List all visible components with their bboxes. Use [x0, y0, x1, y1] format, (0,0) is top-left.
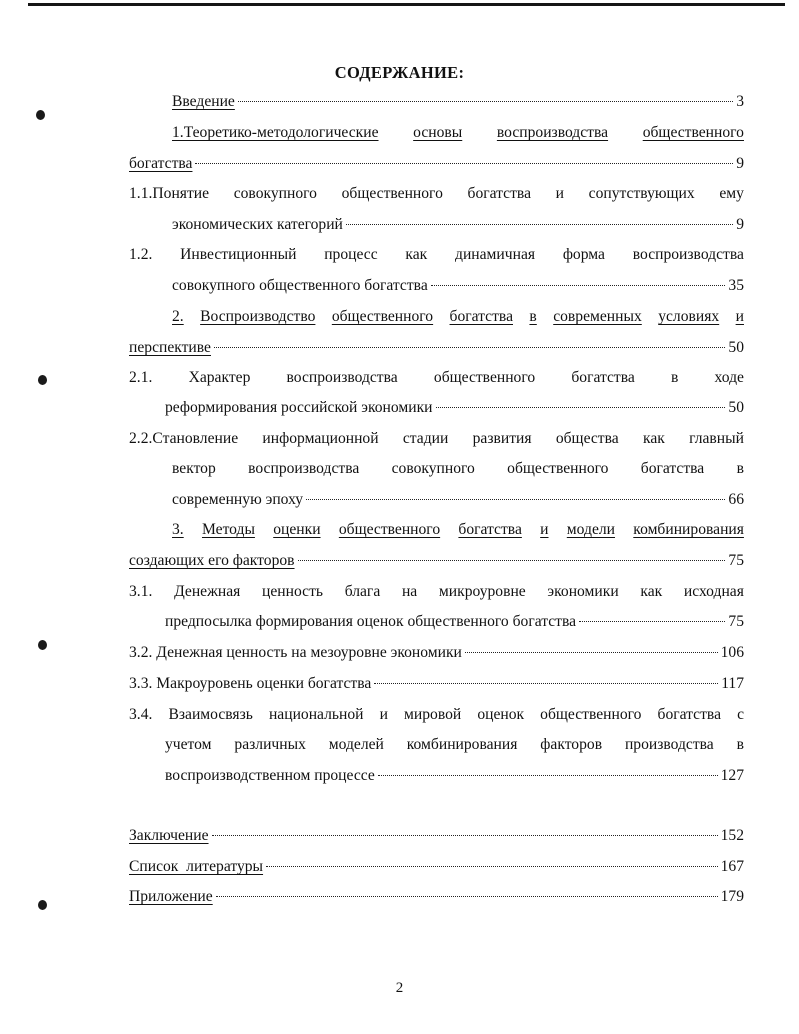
toc-word: 1.Теоретико-методологические: [172, 124, 379, 141]
toc-word: основы: [413, 124, 463, 141]
toc-word: воспроизводства: [496, 124, 609, 141]
toc-page-number: 50: [728, 339, 744, 356]
toc-word: 3.: [172, 521, 184, 538]
toc-word: воспроизводства: [286, 369, 398, 386]
dot-leader: [579, 621, 725, 622]
toc-word: ему: [719, 185, 744, 202]
toc-word: 2.: [172, 308, 184, 325]
dot-leader: [436, 407, 726, 408]
toc-entry-literature[interactable]: [129, 857, 744, 877]
toc-entry-section-3-4-cont[interactable]: [165, 766, 744, 786]
toc-page-number: 106: [720, 644, 744, 661]
toc-word: 1.1.Понятие: [129, 185, 210, 202]
toc-word: форма: [562, 246, 605, 263]
dot-leader: [374, 683, 718, 684]
toc-word: блага: [344, 583, 381, 600]
dot-leader: [298, 560, 726, 561]
toc-entry-section-3-1-cont[interactable]: [165, 612, 744, 632]
toc-word: современных: [553, 308, 642, 325]
toc-word: процесс: [324, 246, 378, 263]
toc-word: сопутствующих: [588, 185, 695, 202]
toc-entry-label: воспроизводственном процессе: [165, 767, 375, 784]
toc-page-number: 117: [721, 675, 744, 692]
toc-word: динамичная: [455, 246, 536, 263]
toc-entry-chapter-3-cont[interactable]: [129, 551, 744, 571]
toc-entry-label: Приложение: [129, 888, 213, 905]
punch-hole-mark: [38, 640, 47, 650]
toc-word: производства: [624, 736, 714, 753]
toc-word: мировой: [404, 706, 462, 723]
toc-word: информационной: [262, 430, 379, 447]
toc-page-number: 75: [728, 613, 744, 630]
toc-word: оценок: [477, 706, 525, 723]
toc-word: стадии: [402, 430, 449, 447]
toc-word: учетом: [165, 736, 212, 753]
toc-word: на: [401, 583, 418, 600]
toc-word: и: [555, 185, 565, 202]
toc-word: воспроизводства: [248, 460, 360, 477]
toc-entry-section-2-2[interactable]: [129, 429, 744, 449]
toc-entry-chapter-2[interactable]: [172, 307, 744, 327]
toc-word: воспроизводства: [632, 246, 744, 263]
toc-word: общественного: [507, 460, 609, 477]
dot-leader: [306, 499, 725, 500]
toc-entry-label: современную эпоху: [172, 491, 304, 508]
toc-entry-label: Список литературы: [129, 858, 264, 875]
toc-word: и: [735, 308, 744, 325]
toc-page-number: 75: [728, 552, 744, 569]
toc-word: общественного: [540, 706, 642, 723]
toc-word: богатства: [657, 706, 721, 723]
toc-entry-section-3-1[interactable]: [129, 582, 744, 602]
toc-word: Инвестиционный: [180, 246, 297, 263]
toc-word: национальной: [268, 706, 364, 723]
toc-word: общественного: [642, 124, 744, 141]
toc-entry-chapter-1-cont[interactable]: [129, 154, 744, 174]
toc-word: в: [736, 736, 744, 753]
dot-leader: [465, 652, 718, 653]
dot-leader: [214, 347, 725, 348]
toc-word: ходе: [714, 369, 744, 386]
toc-word: экономики: [547, 583, 619, 600]
toc-entry-label: Заключение: [129, 827, 209, 844]
toc-word: как: [640, 583, 663, 600]
toc-word: Характер: [188, 369, 251, 386]
toc-word: Взаимосвязь: [168, 706, 253, 723]
toc-entry-label: перспективе: [129, 339, 211, 356]
toc-entry-conclusion[interactable]: [129, 826, 744, 846]
toc-entry-section-1-1-cont[interactable]: [172, 215, 744, 235]
toc-entry-section-3-3[interactable]: [129, 674, 744, 694]
toc-word: и: [540, 521, 549, 538]
toc-entry-section-1-1[interactable]: [129, 184, 744, 204]
toc-word: условиях: [658, 308, 720, 325]
toc-entry-section-3-4-line2[interactable]: [165, 735, 744, 755]
top-rule: [28, 3, 785, 6]
toc-word: богатства: [449, 308, 513, 325]
toc-entry-chapter-1[interactable]: [172, 123, 744, 143]
punch-hole-mark: [38, 375, 47, 385]
toc-page-number: 50: [728, 399, 744, 416]
toc-word: комбинирования: [406, 736, 518, 753]
toc-word: богатства: [571, 369, 635, 386]
toc-word: вектор: [172, 460, 216, 477]
toc-word: в: [736, 460, 744, 477]
dot-leader: [346, 224, 733, 225]
toc-word: 2.1.: [129, 369, 153, 386]
toc-entry-label: реформирования российской экономики: [165, 399, 433, 416]
toc-page-number: 167: [720, 858, 744, 875]
toc-entry-chapter-2-cont[interactable]: [129, 338, 744, 358]
toc-entry-label: 3.2. Денежная ценность на мезоуровне экономики: [129, 644, 462, 661]
toc-entry-section-3-4[interactable]: [129, 705, 744, 725]
toc-entry-section-1-2[interactable]: [129, 245, 744, 265]
toc-entry-appendix[interactable]: [129, 887, 744, 907]
toc-word: оценки: [273, 521, 321, 538]
toc-word: главный: [689, 430, 744, 447]
toc-word: развития: [472, 430, 532, 447]
dot-leader: [238, 101, 733, 102]
toc-word: 3.4.: [129, 706, 153, 723]
toc-entry-section-2-1[interactable]: [129, 368, 744, 388]
toc-word: совокупного: [391, 460, 475, 477]
toc-entry-label: 3.3. Макроуровень оценки богатства: [129, 675, 372, 692]
toc-word: богатства: [458, 521, 522, 538]
toc-page-number: 9: [736, 216, 744, 233]
toc-page-number: 152: [720, 827, 744, 844]
toc-page-number: 35: [728, 277, 744, 294]
toc-word: совокупного: [233, 185, 317, 202]
toc-word: модели: [566, 521, 615, 538]
page-number: 2: [395, 980, 404, 996]
page-title: СОДЕРЖАНИЕ:: [334, 63, 465, 82]
toc-word: общественного: [341, 185, 443, 202]
toc-word: как: [405, 246, 428, 263]
punch-hole-mark: [38, 900, 47, 910]
toc-word: Воспроизводство: [200, 308, 316, 325]
toc-word: ценность: [262, 583, 323, 600]
toc-page-number: 66: [728, 491, 744, 508]
toc-word: Денежная: [174, 583, 241, 600]
toc-word: богатства: [467, 185, 531, 202]
toc-entry-section-1-2-cont[interactable]: [172, 276, 744, 296]
toc-word: различных: [234, 736, 306, 753]
toc-entry-label: Введение: [172, 93, 235, 110]
toc-entry-introduction[interactable]: [172, 92, 744, 112]
toc-entry-label: предпосылка формирования оценок общественного богатства: [165, 613, 577, 630]
toc-entry-section-2-2-cont[interactable]: [172, 490, 744, 510]
dot-leader: [216, 896, 718, 897]
toc-entry-section-2-2-line2[interactable]: [172, 459, 744, 479]
toc-page-number: 3: [736, 93, 744, 110]
toc-word: общественного: [331, 308, 434, 325]
toc-word: 2.2.Становление: [129, 430, 239, 447]
toc-page-number: 9: [736, 155, 744, 172]
dot-leader: [212, 835, 718, 836]
toc-word: общественного: [338, 521, 441, 538]
toc-page-number: 179: [720, 888, 744, 905]
toc-entry-section-2-1-cont[interactable]: [165, 398, 744, 418]
toc-word: моделей: [328, 736, 384, 753]
dot-leader: [266, 866, 718, 867]
toc-word: с: [737, 706, 744, 723]
toc-word: в: [670, 369, 679, 386]
toc-page-number: 127: [720, 767, 744, 784]
dot-leader: [195, 163, 733, 164]
toc-entry-chapter-3[interactable]: [172, 520, 744, 540]
toc-word: микроуровне: [438, 583, 526, 600]
toc-word: богатства: [640, 460, 705, 477]
toc-word: как: [642, 430, 665, 447]
toc-entry-label: совокупного общественного богатства: [172, 277, 428, 294]
toc-word: общественного: [433, 369, 536, 386]
toc-word: Методы: [201, 521, 255, 538]
toc-entry-section-3-2[interactable]: [129, 643, 744, 663]
toc-entry-label: богатства: [129, 155, 193, 172]
toc-word: в: [529, 308, 537, 325]
dot-leader: [378, 775, 718, 776]
toc-entry-label: создающих его факторов: [129, 552, 295, 569]
toc-word: 3.1.: [129, 583, 153, 600]
toc-word: исходная: [683, 583, 744, 600]
dot-leader: [431, 285, 726, 286]
toc-word: комбинирования: [633, 521, 744, 538]
toc-word: факторов: [540, 736, 603, 753]
toc-word: 1.2.: [129, 246, 153, 263]
toc-word: общества: [555, 430, 619, 447]
toc-entry-label: экономических категорий: [172, 216, 343, 233]
punch-hole-mark: [36, 110, 45, 120]
toc-word: и: [379, 706, 388, 723]
